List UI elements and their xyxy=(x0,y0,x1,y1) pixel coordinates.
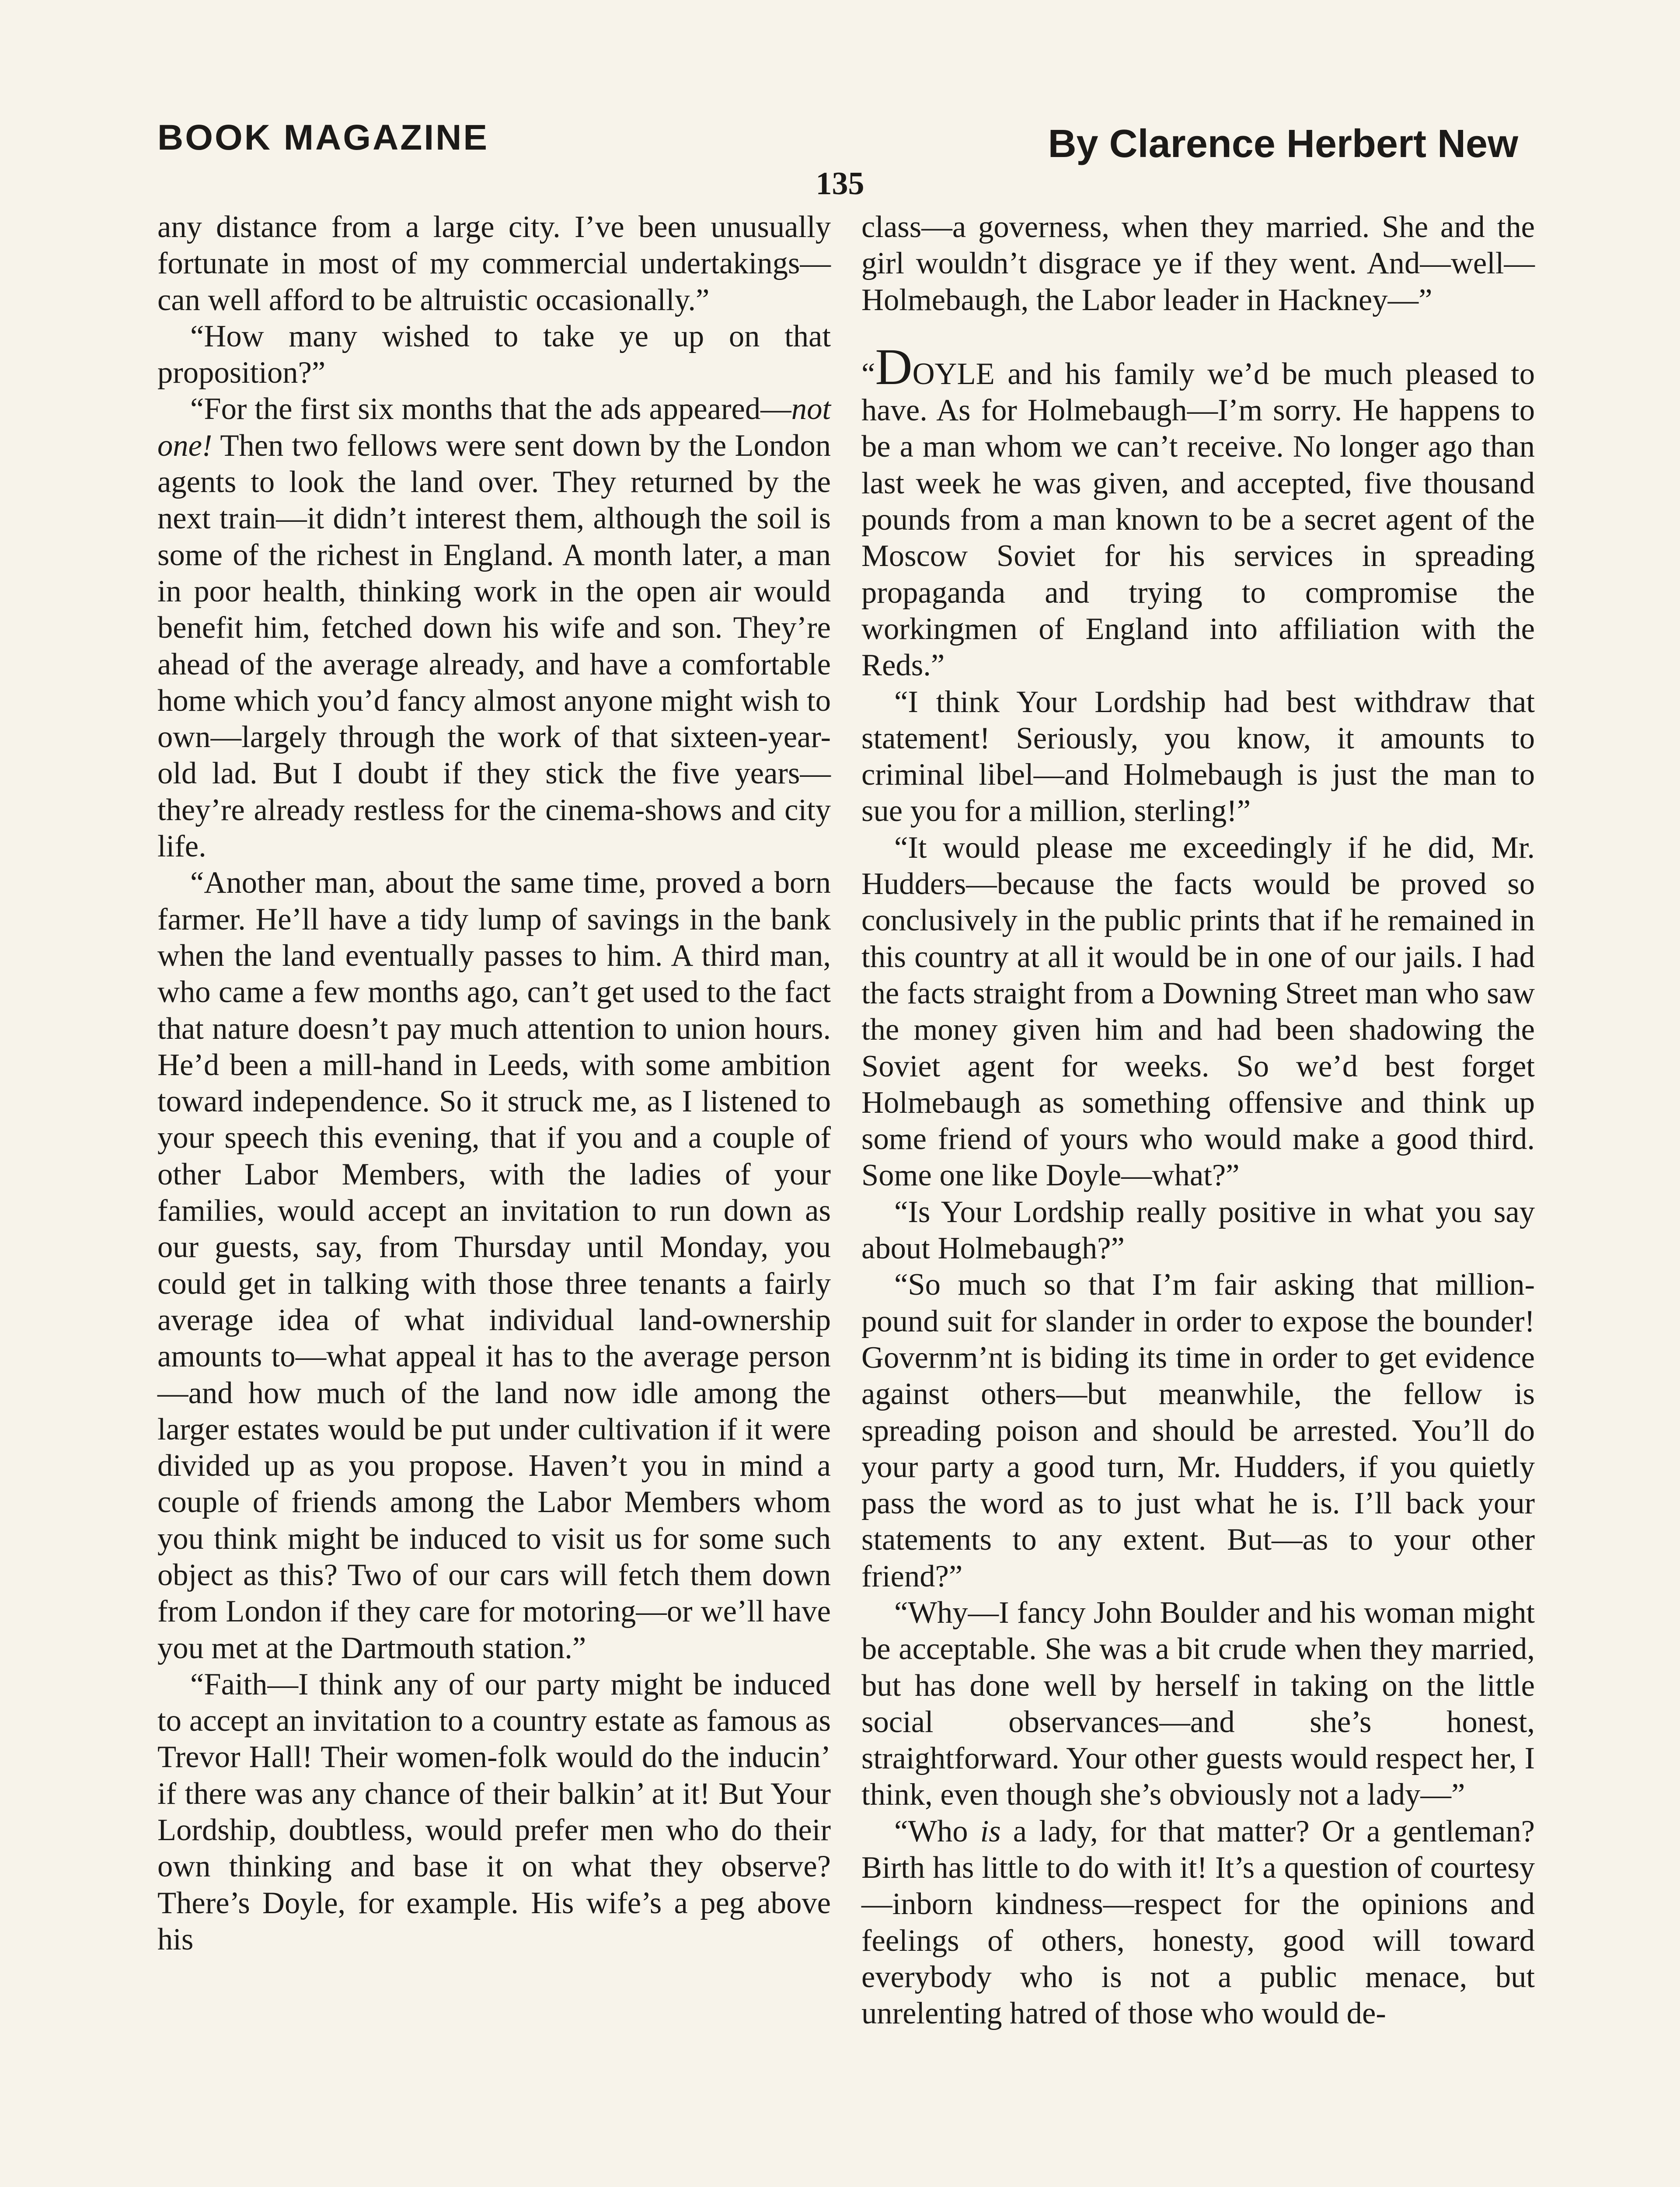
left-column xyxy=(157,209,831,1958)
emphasis: not one! xyxy=(157,392,831,463)
author-byline: By Clarence Herbert New xyxy=(1048,122,1518,166)
drop-cap: D xyxy=(875,338,913,395)
paragraph: class—a governess, when they married. She and the girl wouldn’t disgrace ye if they went. And—well—Holmebaugh, the Labor leader in Hackney—” xyxy=(861,210,1535,317)
paragraph: “For the first six months that the ads appeared—not one! Then two fellows were sent down by the London agents to look the land over. They returned by the next train—it didn’t interest them, although the soil is some of the richest in England. A month later, a man in poor health, thinking work in the open air would benefit him, fetched down his wife and son. They’re ahead of the average already, and have a comfortable home which you’d fancy almost anyone might wish to own—largely through the work of that sixteen-year-old lad. But I doubt if they stick the five years—they’re already restless for the cinema-shows and city life. xyxy=(157,392,831,864)
paragraph: “It would please me exceedingly if he did, Mr. Hudders—because the facts would be proved so conclusively in the public prints that if he remained in this country at all it would be in one of our jails. I had the facts straight from a Downing Street man who saw the money given him and had been shadowing the Soviet agent for weeks. So we’d best forget Holmebaugh as something offensive and think up some friend of yours who would make a good third. Some one like Doyle—what?” xyxy=(861,830,1535,1193)
paragraph: “So much so that I’m fair asking that million-pound suit for slander in order to expose the bounder! Governm’nt is biding its time in order to get evidence against others—but meanwhile, the fellow is spreading poison and should be arrested. You’ll do your party a good turn, Mr. Hudders, if you quietly pass the word as to just what he is. I’ll back your statements to any extent. But—as to your other friend?” xyxy=(861,1268,1535,1593)
magazine-title: BOOK MAGAZINE xyxy=(157,118,489,157)
paragraph: “I think Your Lordship had best withdraw that statement! Seriously, you know, it amounts to criminal libel—and Holmebaugh is just the man to sue you for a million, sterling!” xyxy=(861,685,1535,828)
paragraph: any distance from a large city. I’ve been unusually fortunate in most of my commercial undertakings—can well afford to be altruistic occasionally.” xyxy=(157,210,831,317)
paragraph: “Is Your Lordship really positive in what you say about Holmebaugh?” xyxy=(861,1195,1535,1266)
paragraph: “Who is a lady, for that matter? Or a gentleman? Birth has little to do with it! It’s a question of courtesy—inborn kindness—respect for the opinions and feelings of others, honesty, good will toward everybody who is not a public menace, but unrelenting hatred of those who would de- xyxy=(861,1814,1535,2031)
paragraph: “How many wished to take ye up on that proposition?” xyxy=(157,319,831,390)
paragraph: “Why—I fancy John Boulder and his woman might be acceptable. She was a bit crude when they married, but has done well by herself in taking on the little social observances—and she’s honest, straightforward. Your other guests would respect her, I think, even though she’s obviously not a lady—” xyxy=(861,1595,1535,1812)
paragraph: “Another man, about the same time, proved a born farmer. He’ll have a tidy lump of savings in the bank when the land eventually passes to him. A third man, who came a few months ago, can’t get used to the fact that nature doesn’t pay much attention to union hours. He’d been a mill-hand in Leeds, with some ambition toward independence. So it struck me, as I listened to your speech this evening, that if you and a couple of other Labor Members, with the ladies of your families, would accept an invitation to run down as our guests, say, from Thursday until Monday, you could get in talking with those three tenants a fairly average idea of what individual land-ownership amounts to—what appeal it has to the average person—and how much of the land now idle among the larger estates would be put under cultivation if it were divided up as you propose. Haven’t you in mind a couple of friends among the Labor Members whom you think might be induced to visit us for some such object as this? Two of our cars will fetch them down from London if they care for motoring—or we’ll have you met at the Dartmouth station.” xyxy=(157,866,831,1665)
right-column xyxy=(861,209,1535,2032)
paragraph: “Faith—I think any of our party might be induced to accept an invitation to a country estate as famous as Trevor Hall! Their women-folk would do the inducin’ if there was any chance of their balkin’ at it! But Your Lordship, doubtless, would prefer men who do their own thinking and base it on what they observe? There’s Doyle, for example. His wife’s a peg above his xyxy=(157,1667,831,1956)
emphasis: is xyxy=(980,1814,1001,1848)
section-paragraph: “DOYLE and his family we’d be much pleased to have. As for Holmebaugh—I’m sorry. He happens to be a man whom we can’t receive. No longer ago than last week he was given, and accepted, five thousand pounds from a man known to be a secret agent of the Moscow Soviet for his services in spreading propaganda and trying to compromise the workingmen of England into affiliation with the Reds.” xyxy=(861,338,1535,683)
page-number: 135 xyxy=(816,166,864,202)
